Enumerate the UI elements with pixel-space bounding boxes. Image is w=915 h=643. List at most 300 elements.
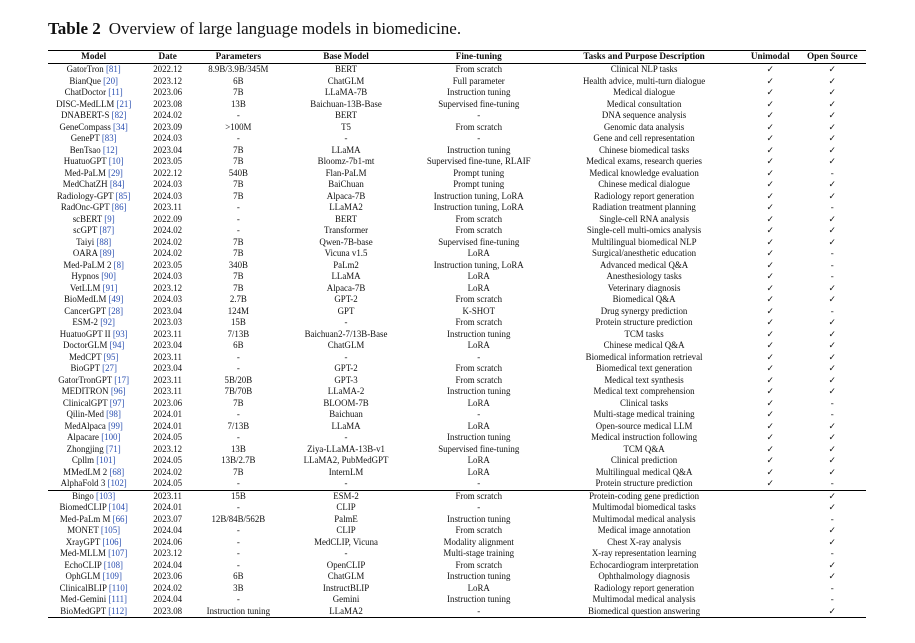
- cell-base-model: Vicuna v1.5: [324, 248, 368, 258]
- header-model: Model: [48, 51, 139, 64]
- table-row: [48, 352, 866, 364]
- cell-model: [48, 283, 139, 295]
- table-row: [48, 537, 866, 549]
- model-reference[interactable]: [94]: [109, 340, 125, 350]
- cell-parameters: -: [236, 548, 240, 558]
- model-reference[interactable]: [85]: [115, 190, 131, 201]
- header-tasks: Tasks and Purpose Description: [546, 51, 742, 64]
- cell-base-model: Baichuan-13B-Base: [310, 98, 382, 109]
- table-row: [48, 168, 866, 180]
- cell-parameters: -: [236, 202, 240, 212]
- cell-parameters: 124M: [227, 305, 249, 316]
- table-row: [48, 225, 866, 237]
- cell-open-source: ✓: [828, 75, 836, 86]
- cell-model: [48, 271, 139, 283]
- model-reference[interactable]: [102]: [107, 478, 127, 488]
- cell-base-model: LLaMA-2: [327, 386, 365, 396]
- cell-unimodal: ✓: [766, 75, 774, 86]
- cell-parameters: 6B: [233, 571, 244, 581]
- cell-base-model: Alpaca-7B: [326, 282, 366, 293]
- cell-unimodal: ✓: [766, 190, 774, 201]
- cell-open-source: -: [830, 167, 834, 178]
- cell-base-model: LLaMA: [331, 420, 361, 431]
- model-name: Qilin-Med: [66, 409, 104, 419]
- cell-tasks: Radiation treatment planning: [592, 202, 696, 212]
- cell-unimodal: [742, 548, 799, 560]
- table-row: [48, 525, 866, 537]
- cell-model: [48, 490, 139, 502]
- cell-base-model: InternLM: [328, 466, 364, 477]
- cell-base-model: GPT-2: [334, 363, 358, 373]
- cell-parameters: -: [236, 351, 240, 362]
- cell-parameters: 7B: [233, 271, 244, 281]
- cell-tasks: Multimodal medical analysis: [592, 594, 696, 604]
- model-name: HuatuoGPT II: [59, 328, 111, 339]
- cell-unimodal: ✓: [766, 167, 774, 178]
- cell-tasks: Protein-coding gene prediction: [546, 490, 742, 502]
- cell-parameters: -: [236, 213, 240, 224]
- header-open-source: Open Source: [799, 51, 866, 64]
- model-reference[interactable]: [84]: [109, 179, 125, 189]
- cell-base-model: LLaMA2: [329, 202, 363, 212]
- cell-date: 2024.04: [153, 525, 183, 535]
- table-row: [48, 514, 866, 526]
- model-reference[interactable]: [111]: [108, 594, 127, 604]
- model-name: Med-MLLM: [60, 548, 106, 558]
- model-name: Alpacare: [66, 432, 99, 442]
- cell-base-model: CLIP: [336, 502, 356, 512]
- table-row: [48, 606, 866, 618]
- cell-fine-tuning: From scratch: [411, 490, 546, 502]
- cell-date: 2023.11: [153, 351, 182, 362]
- cell-date: 2023.08: [153, 98, 183, 109]
- cell-tasks: Medical knowledge evaluation: [589, 167, 699, 178]
- model-name: BiomedCLIP: [59, 502, 107, 512]
- cell-unimodal: [742, 606, 799, 618]
- cell-fine-tuning: LoRA: [467, 248, 490, 258]
- cell-date: 2024.02: [153, 236, 183, 247]
- cell-tasks: Chinese medical Q&A: [603, 340, 685, 350]
- cell-tasks: Medical exams, research queries: [586, 156, 702, 166]
- table-row: [48, 409, 866, 421]
- cell-fine-tuning: Supervised fine-tune, RLAIF: [426, 156, 531, 166]
- model-reference[interactable]: [103]: [96, 490, 116, 501]
- cell-model: [48, 110, 139, 122]
- cell-date: 2023.12: [153, 75, 183, 86]
- cell-date: 2024.01: [153, 502, 183, 512]
- model-reference[interactable]: [107]: [108, 548, 128, 558]
- model-reference[interactable]: [89]: [99, 248, 115, 258]
- cell-parameters: -: [236, 225, 240, 235]
- model-name: ClinicalBLIP: [59, 582, 107, 593]
- cell-parameters: 6B: [233, 340, 244, 350]
- cell-model: [48, 352, 139, 364]
- model-name: RadOnc-GPT: [60, 202, 110, 212]
- cell-open-source: ✓: [828, 502, 836, 512]
- cell-parameters: 13B/2.7B: [221, 455, 256, 465]
- cell-base-model: Qwen-7B-base: [319, 236, 373, 247]
- cell-open-source: -: [830, 271, 834, 281]
- cell-model: [48, 386, 139, 398]
- model-name: EchoCLIP: [64, 559, 102, 570]
- cell-open-source: -: [830, 582, 834, 593]
- cell-fine-tuning: From scratch: [455, 121, 503, 132]
- model-reference[interactable]: [83]: [101, 133, 117, 143]
- cell-parameters: 7B: [233, 156, 244, 166]
- table-label: Table 2: [48, 19, 101, 38]
- cell-tasks: TCM Q&A: [623, 443, 665, 454]
- cell-base-model: T5: [341, 121, 351, 132]
- cell-base-model: MedCLIP, Vicuna: [314, 536, 378, 547]
- table-row: [48, 110, 866, 122]
- cell-open-source: ✓: [828, 432, 836, 442]
- cell-fine-tuning: Supervised fine-tuning: [438, 98, 520, 109]
- cell-tasks: Multilingual medical Q&A: [595, 466, 693, 477]
- cell-model: [48, 248, 139, 260]
- cell-date: 2023.09: [153, 121, 183, 132]
- cell-parameters: 7B: [233, 144, 244, 155]
- cell-fine-tuning: From scratch: [455, 64, 503, 74]
- model-reference[interactable]: [101]: [96, 455, 116, 465]
- cell-base-model: LLaMA: [331, 144, 361, 155]
- cell-date: 2022.09: [153, 213, 183, 224]
- cell-tasks: Medical text synthesis: [604, 374, 684, 385]
- model-reference[interactable]: [92]: [100, 317, 116, 327]
- cell-tasks: Clinical tasks: [620, 397, 669, 408]
- table-row: [48, 329, 866, 341]
- model-name: scGPT: [73, 225, 98, 235]
- model-reference[interactable]: [29]: [108, 167, 123, 178]
- cell-open-source: ✓: [828, 536, 836, 547]
- cell-model: [48, 87, 139, 99]
- model-name: Med-PaLM: [64, 167, 106, 178]
- cell-date: 2024.03: [153, 179, 183, 189]
- cell-tasks: Drug synergy prediction: [600, 305, 688, 316]
- cell-unimodal: ✓: [766, 213, 774, 224]
- model-reference[interactable]: [28]: [108, 305, 124, 316]
- cell-open-source: ✓: [828, 225, 836, 235]
- cell-date: 2024.03: [153, 133, 183, 143]
- cell-fine-tuning: Prompt tuning: [453, 167, 505, 178]
- cell-open-source: ✓: [828, 294, 836, 304]
- cell-date: 2023.05: [153, 156, 183, 166]
- model-name: DISC-MedLLM: [56, 98, 115, 109]
- cell-date: 2023.03: [153, 317, 183, 327]
- model-reference[interactable]: [8]: [113, 259, 124, 270]
- model-reference[interactable]: [108]: [103, 559, 123, 570]
- model-name: MEDITRON: [61, 386, 109, 396]
- model-reference[interactable]: [49]: [108, 294, 124, 304]
- cell-open-source: -: [830, 202, 834, 212]
- cell-unimodal: [742, 583, 799, 595]
- model-reference[interactable]: [82]: [111, 110, 127, 120]
- cell-fine-tuning: From scratch: [455, 317, 503, 327]
- cell-fine-tuning: -: [411, 606, 546, 618]
- cell-parameters: 3B: [233, 582, 244, 593]
- table-row: [48, 317, 866, 329]
- cell-open-source: ✓: [828, 144, 836, 155]
- table-row: [48, 283, 866, 295]
- cell-parameters: 7B: [233, 236, 244, 247]
- cell-unimodal: ✓: [766, 294, 774, 304]
- cell-tasks: Health advice, multi-turn dialogue: [582, 75, 706, 86]
- model-name: MedAlpaca: [64, 420, 106, 431]
- cell-date: 2022.12: [153, 167, 183, 178]
- cell-fine-tuning: From scratch: [455, 294, 503, 304]
- table-row: [48, 237, 866, 249]
- model-name: ChatDoctor: [64, 87, 107, 97]
- model-reference[interactable]: [27]: [102, 363, 117, 373]
- model-reference[interactable]: [66]: [112, 513, 128, 524]
- model-name: GatorTron: [66, 64, 104, 74]
- model-reference[interactable]: [96]: [110, 386, 126, 396]
- table-row: [48, 375, 866, 387]
- model-name: AlphaFold 3: [60, 478, 106, 488]
- cell-fine-tuning: Prompt tuning: [453, 179, 505, 189]
- cell-model: [48, 375, 139, 387]
- cell-base-model: -: [344, 133, 348, 143]
- cell-fine-tuning: LoRA: [467, 397, 490, 408]
- cell-fine-tuning: Instruction tuning, LoRA: [433, 259, 524, 270]
- cell-tasks: Biomedical text generation: [596, 363, 693, 373]
- model-reference[interactable]: [93]: [112, 328, 128, 339]
- cell-open-source: ✓: [828, 363, 836, 373]
- table-row: [48, 560, 866, 572]
- cell-fine-tuning: LoRA: [467, 340, 490, 350]
- model-reference[interactable]: [109]: [102, 571, 122, 581]
- cell-parameters: -: [236, 409, 240, 419]
- model-reference[interactable]: [98]: [106, 409, 121, 419]
- table-row: [48, 64, 866, 76]
- cell-open-source: ✓: [828, 213, 836, 224]
- cell-fine-tuning: -: [477, 502, 481, 512]
- model-reference[interactable]: [68]: [109, 466, 125, 477]
- cell-open-source: -: [830, 548, 834, 558]
- cell-tasks: Chest X-ray analysis: [607, 536, 682, 547]
- cell-date: 2024.01: [153, 420, 183, 431]
- cell-unimodal: ✓: [766, 317, 774, 327]
- model-reference[interactable]: [34]: [113, 121, 128, 132]
- cell-fine-tuning: Instruction tuning: [447, 432, 511, 442]
- cell-date: 2024.02: [153, 248, 183, 258]
- cell-parameters: 12B/84B/562B: [211, 513, 266, 524]
- model-name: Zhongjing: [66, 443, 104, 454]
- cell-open-source: ✓: [828, 466, 836, 477]
- table-row: [48, 76, 866, 88]
- model-reference[interactable]: [110]: [108, 582, 128, 593]
- cell-unimodal: ✓: [766, 478, 774, 488]
- cell-parameters: -: [236, 536, 240, 547]
- cell-model: [48, 421, 139, 433]
- cell-open-source: ✓: [828, 98, 836, 109]
- model-reference[interactable]: [81]: [105, 64, 121, 74]
- cell-fine-tuning: From scratch: [455, 559, 503, 570]
- table-row: [48, 306, 866, 318]
- cell-open-source: -: [830, 513, 834, 524]
- model-name: CancerGPT: [64, 305, 107, 316]
- table-row: [48, 386, 866, 398]
- cell-base-model: Alpaca-7B: [326, 190, 366, 201]
- cell-open-source: ✓: [828, 443, 836, 454]
- model-reference[interactable]: [112]: [108, 605, 128, 616]
- cell-unimodal: ✓: [766, 271, 774, 281]
- cell-unimodal: ✓: [766, 225, 774, 235]
- model-reference[interactable]: [10]: [108, 156, 124, 166]
- cell-parameters: -: [236, 559, 240, 570]
- model-name: BenTsao: [69, 144, 101, 155]
- cell-model: [48, 168, 139, 180]
- cell-date: 2023.04: [153, 305, 183, 316]
- table-row: [48, 294, 866, 306]
- cell-model: [48, 202, 139, 214]
- cell-unimodal: ✓: [766, 409, 774, 419]
- cell-parameters: -: [236, 502, 240, 512]
- model-reference[interactable]: [95]: [103, 351, 119, 362]
- cell-date: 2022.12: [153, 64, 183, 74]
- cell-unimodal: ✓: [766, 144, 774, 155]
- cell-tasks: Medical text comprehension: [593, 386, 695, 396]
- model-reference[interactable]: [17]: [114, 374, 130, 385]
- cell-date: 2024.04: [153, 559, 183, 570]
- cell-fine-tuning: From scratch: [455, 213, 503, 224]
- table-row: [48, 490, 866, 502]
- cell-date: 2024.02: [153, 466, 183, 477]
- table-row: [48, 455, 866, 467]
- cell-tasks: Chinese medical dialogue: [598, 179, 690, 189]
- cell-tasks: TCM tasks: [624, 328, 664, 339]
- cell-open-source: -: [830, 248, 834, 258]
- table-row: [48, 202, 866, 214]
- cell-open-source: -: [830, 259, 834, 270]
- model-name: OphGLM: [65, 571, 101, 581]
- cell-tasks: Clinical prediction: [610, 455, 678, 465]
- header-fine-tuning: Fine-tuning: [411, 51, 546, 64]
- cell-open-source: ✓: [828, 133, 836, 143]
- cell-fine-tuning: Supervised fine-tuning: [438, 443, 520, 454]
- model-reference[interactable]: [86]: [111, 202, 127, 212]
- cell-fine-tuning: From scratch: [455, 525, 503, 535]
- model-name: BianQue: [69, 75, 101, 86]
- cell-fine-tuning: Supervised fine-tuning: [438, 236, 520, 247]
- cell-fine-tuning: From scratch: [455, 225, 503, 235]
- cell-parameters: >100M: [225, 121, 252, 132]
- model-reference[interactable]: [90]: [101, 271, 116, 281]
- cell-fine-tuning: LoRA: [467, 420, 490, 431]
- cell-date: 2023.12: [153, 548, 183, 558]
- model-reference[interactable]: [87]: [99, 225, 115, 235]
- cell-base-model: GPT-3: [334, 374, 358, 385]
- table-row: [48, 571, 866, 583]
- cell-fine-tuning: From scratch: [455, 374, 503, 385]
- table-row: [48, 87, 866, 99]
- table-row: [48, 444, 866, 456]
- cell-parameters: 7B: [233, 248, 244, 258]
- cell-date: 2024.03: [153, 271, 183, 281]
- cell-fine-tuning: -: [477, 351, 481, 362]
- cell-parameters: 7B: [233, 466, 244, 477]
- model-reference[interactable]: [12]: [102, 144, 118, 155]
- cell-date: 2023.11: [153, 202, 182, 212]
- cell-model: [48, 237, 139, 249]
- model-name: HuatuoGPT: [63, 156, 107, 166]
- model-reference[interactable]: [105]: [100, 525, 121, 535]
- model-name: MONET: [67, 525, 99, 535]
- models-table: [48, 50, 866, 618]
- cell-open-source: -: [830, 594, 834, 604]
- table-row: [48, 179, 866, 191]
- model-name: Med-Gemini: [60, 594, 107, 604]
- cell-date: 2024.02: [153, 582, 183, 593]
- cell-parameters: 15B: [230, 317, 246, 327]
- cell-base-model: LLaMA2, PubMedGPT: [303, 455, 389, 465]
- model-reference[interactable]: [20]: [103, 75, 118, 86]
- cell-tasks: Biomedical Q&A: [612, 294, 676, 304]
- cell-open-source: ✓: [828, 420, 836, 431]
- cell-tasks: Radiology report generation: [594, 582, 695, 593]
- cell-model: [48, 514, 139, 526]
- cell-open-source: ✓: [799, 490, 866, 502]
- header-parameters: Parameters: [196, 51, 281, 64]
- cell-open-source: ✓: [828, 121, 836, 132]
- cell-base-model: Baichuan: [329, 409, 363, 419]
- cell-parameters: 7B: [233, 397, 244, 408]
- cell-model: [48, 156, 139, 168]
- cell-tasks: Multimodal medical analysis: [592, 513, 696, 524]
- cell-fine-tuning: Instruction tuning: [447, 328, 511, 339]
- cell-unimodal: ✓: [766, 133, 774, 143]
- model-reference[interactable]: [88]: [96, 236, 112, 247]
- model-name: MedCPT: [68, 351, 102, 362]
- model-reference[interactable]: [9]: [104, 213, 115, 224]
- multimodal-group: [48, 490, 866, 618]
- model-reference[interactable]: [21]: [116, 98, 132, 109]
- cell-open-source: ✓: [828, 236, 836, 247]
- table-row: [48, 432, 866, 444]
- cell-fine-tuning: Instruction tuning: [447, 594, 511, 604]
- table-row: [48, 260, 866, 272]
- cell-fine-tuning: Instruction tuning: [447, 87, 511, 97]
- cell-parameters: 6B: [233, 75, 244, 86]
- cell-parameters: -: [236, 432, 240, 442]
- model-name: VetLLM: [69, 282, 101, 293]
- model-reference[interactable]: [104]: [108, 502, 128, 512]
- cell-tasks: Multimodal biomedical tasks: [592, 502, 696, 512]
- cell-unimodal: [742, 537, 799, 549]
- cell-open-source: ✓: [828, 64, 836, 74]
- cell-unimodal: ✓: [766, 110, 774, 120]
- cell-parameters: 7/13B: [227, 328, 250, 339]
- cell-open-source: ✓: [828, 351, 836, 362]
- model-reference[interactable]: [99]: [108, 420, 123, 431]
- model-reference[interactable]: [71]: [105, 443, 121, 454]
- cell-unimodal: ✓: [766, 98, 774, 109]
- model-name: BioGPT: [70, 363, 100, 373]
- cell-date: 2024.02: [153, 225, 183, 235]
- cell-tasks: Multi-stage medical training: [593, 409, 695, 419]
- cell-open-source: ✓: [828, 179, 836, 189]
- model-reference[interactable]: [106]: [102, 536, 122, 547]
- cell-parameters: Instruction tuning: [196, 606, 281, 618]
- model-reference[interactable]: [91]: [102, 282, 118, 293]
- cell-open-source: -: [830, 397, 834, 408]
- model-reference[interactable]: [100]: [101, 432, 121, 442]
- model-name: XrayGPT: [65, 536, 101, 547]
- model-reference[interactable]: [97]: [109, 397, 125, 408]
- cell-fine-tuning: LoRA: [467, 455, 490, 465]
- cell-model: [48, 444, 139, 456]
- cell-parameters: 15B: [196, 490, 281, 502]
- model-reference[interactable]: [11]: [108, 87, 123, 97]
